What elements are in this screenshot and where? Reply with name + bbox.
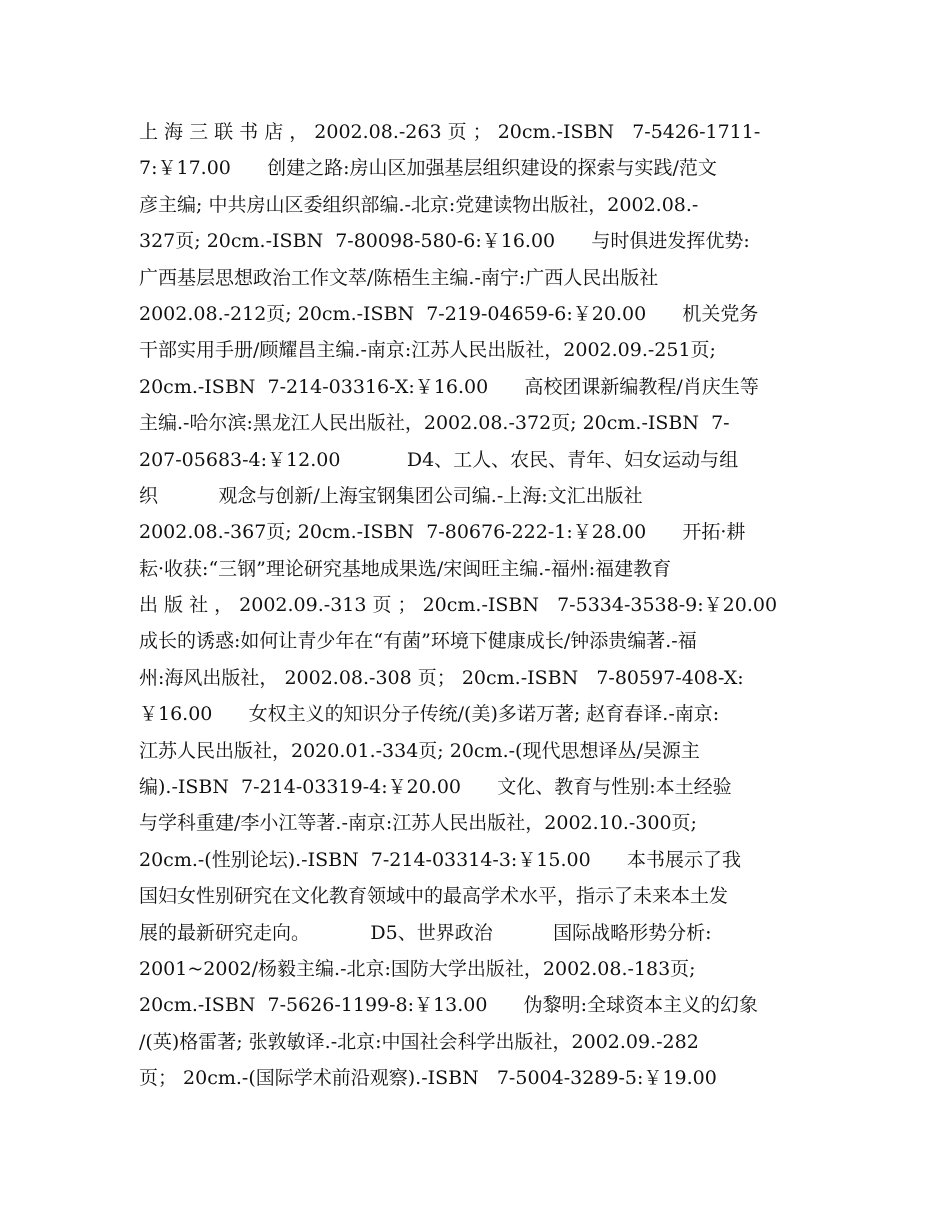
text-line: 20cm.-ISBN 7-214-03316-X:￥16.00 高校团课新编教程/肖庆生等 xyxy=(139,375,759,398)
text-line: 20cm.-(性别论坛).-ISBN 7-214-03314-3:￥15.00 本书展示了我 xyxy=(139,848,741,871)
text-line: 与学科重建/李小江等著.-南京:江苏人民出版社，2002.10.-300页; xyxy=(139,812,697,835)
text-line: 2002.08.-212页; 20cm.-ISBN 7-219-04659-6:￥20.00 机关党务 xyxy=(139,302,759,325)
text-line: 展的最新研究走向。 D5、世界政治 国际战略形势分析: xyxy=(139,921,712,944)
text-line: 州:海风出版社， 2002.08.-308 页； 20cm.-ISBN 7-80597-408-X: xyxy=(139,666,744,689)
text-line: 7:￥17.00 创建之路:房山区加强基层组织建设的探索与实践/范文 xyxy=(139,157,717,180)
text-line: 327页; 20cm.-ISBN 7-80098-580-6:￥16.00 与时俱进发挥优势: xyxy=(139,230,750,253)
text-line: /(英)格雷著; 张敦敏译.-北京:中国社会科学出版社，2002.09.-282 xyxy=(139,1030,699,1053)
text-line: 成长的诱惑:如何让青少年在“有菌”环境下健康成长/钟添贵编著.-福 xyxy=(139,630,697,653)
text-line: 2002.08.-367页; 20cm.-ISBN 7-80676-222-1:￥28.00 开拓·耕 xyxy=(139,521,746,544)
text-line: 彦主编; 中共房山区委组织部编.-北京:党建读物出版社，2002.08.- xyxy=(139,193,699,216)
text-line: 2001~2002/杨毅主编.-北京:国防大学出版社，2002.08.-183页; xyxy=(139,957,696,980)
text-line: 干部实用手册/顾耀昌主编.-南京:江苏人民出版社，2002.09.-251页; xyxy=(139,339,716,362)
text-line: 20cm.-ISBN 7-5626-1199-8:￥13.00 伪黎明:全球资本主义的幻象 xyxy=(139,994,759,1017)
text-line: 编).-ISBN 7-214-03319-4:￥20.00 文化、教育与性别:本土经验 xyxy=(139,776,732,799)
text-line: 主编.-哈尔滨:黑龙江人民出版社，2002.08.-372页; 20cm.-ISBN 7- xyxy=(139,412,730,435)
text-line: 出 版 社 ， 2002.09.-313 页 ； 20cm.-ISBN 7-5334-3538-9:￥20.00 xyxy=(139,594,778,617)
text-line: 江苏人民出版社，2020.01.-334页; 20cm.-(现代思想译丛/吴源主 xyxy=(139,739,700,762)
text-line: 广西基层思想政治工作文萃/陈梧生主编.-南宁:广西人民出版社 xyxy=(139,266,659,289)
text-line: 207-05683-4:￥12.00 D4、工人、农民、青年、妇女运动与组 xyxy=(139,448,739,471)
text-line: 织 观念与创新/上海宝钢集团公司编.-上海:文汇出版社 xyxy=(139,484,643,507)
bibliography-text xyxy=(139,114,815,1097)
text-line: 上 海 三 联 书 店 ， 2002.08.-263 页 ； 20cm.-ISBN 7-5426-1711- xyxy=(139,121,761,143)
text-line: 页； 20cm.-(国际学术前沿观察).-ISBN 7-5004-3289-5:￥19.00 xyxy=(139,1067,717,1090)
text-line: 国妇女性别研究在文化教育领域中的最高学术水平，指示了未来本土发 xyxy=(139,885,729,908)
text-line: ￥16.00 女权主义的知识分子传统/(美)多诺万著; 赵育春译.-南京: xyxy=(139,703,720,726)
text-line: 耘·收获:“三钢”理论研究基地成果选/宋闽旺主编.-福州:福建教育 xyxy=(139,557,672,580)
